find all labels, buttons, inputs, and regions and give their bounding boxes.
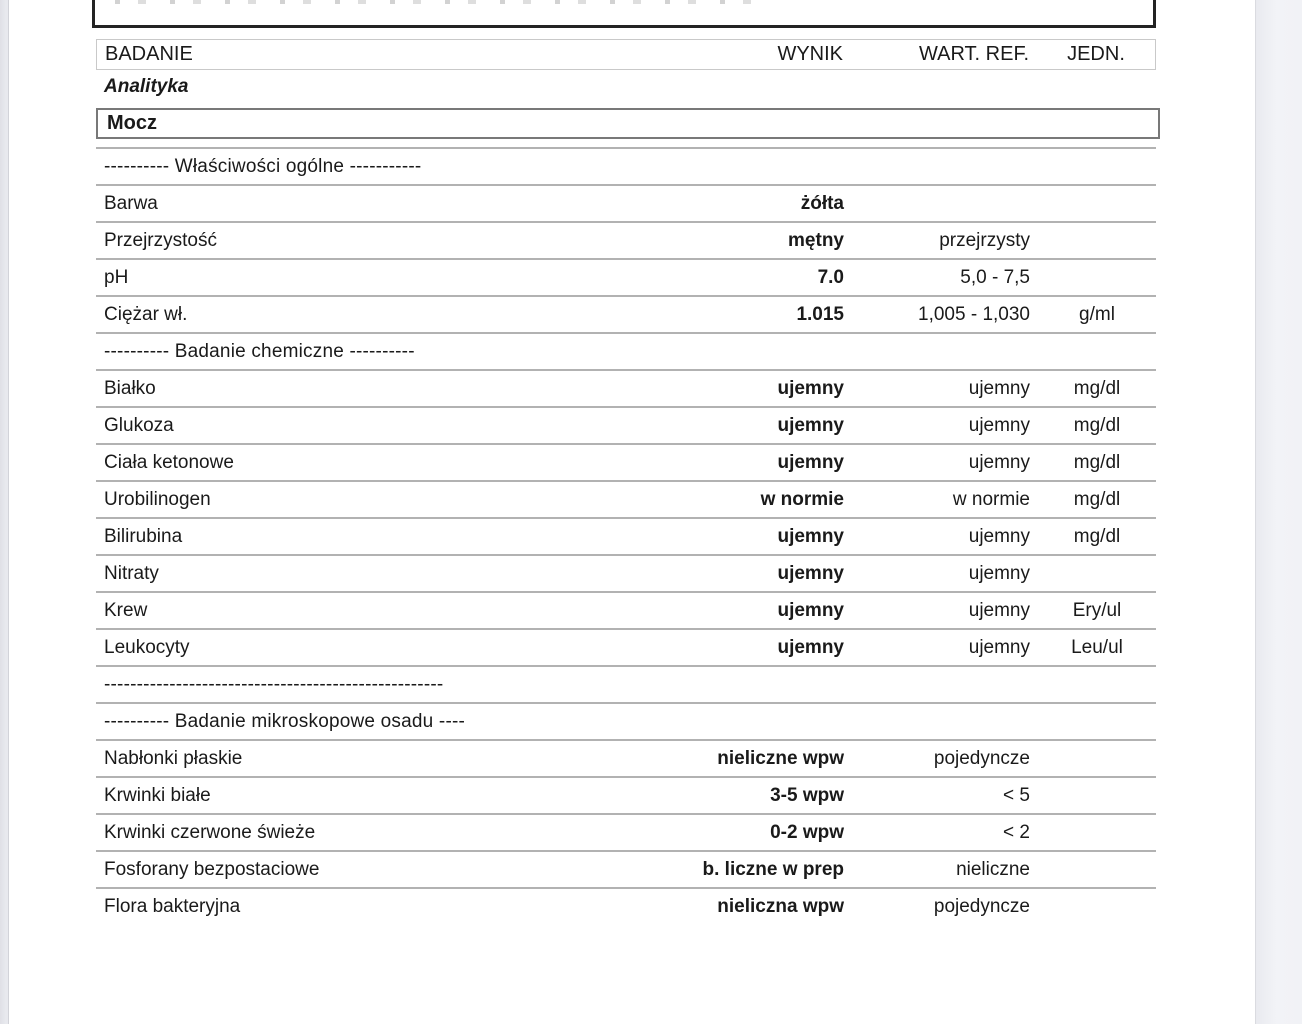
test-name: Bilirubina	[104, 525, 183, 547]
test-name: Barwa	[104, 192, 158, 214]
test-name: pH	[104, 266, 129, 288]
test-reference-value: ujemny	[968, 636, 1030, 658]
test-reference-value: ujemny	[968, 414, 1030, 436]
test-reference-value: nieliczne	[956, 858, 1030, 880]
test-unit: mg/dl	[1073, 488, 1121, 510]
clipped-text-remnant	[115, 0, 771, 4]
test-reference-value: < 2	[1003, 821, 1030, 843]
test-result-value: ujemny	[777, 414, 844, 436]
test-result-value: nieliczne wpw	[717, 747, 844, 769]
test-result-value: ujemny	[777, 377, 844, 399]
test-reference-value: przejrzysty	[939, 229, 1030, 251]
result-row	[96, 778, 1156, 815]
test-result-value: 0-2 wpw	[770, 821, 844, 843]
result-row	[96, 593, 1156, 630]
result-row	[96, 408, 1156, 445]
result-row	[96, 815, 1156, 852]
test-name: Fosforany bezpostaciowe	[104, 858, 320, 880]
test-result-value: ujemny	[777, 525, 844, 547]
test-result-value: 3-5 wpw	[770, 784, 844, 806]
test-reference-value: 1,005 - 1,030	[918, 303, 1030, 325]
test-name: Flora bakteryjna	[104, 895, 241, 917]
test-reference-value: < 5	[1003, 784, 1030, 806]
test-name: Krew	[104, 599, 148, 621]
test-name: Ciała ketonowe	[104, 451, 234, 473]
column-label-wynik: WYNIK	[777, 43, 843, 65]
test-name: Krwinki białe	[104, 784, 211, 806]
section-row	[96, 704, 1156, 741]
category-label: Analityka	[104, 76, 189, 97]
result-row	[96, 630, 1156, 667]
test-reference-value: ujemny	[968, 562, 1030, 584]
group-header-mocz	[96, 108, 1160, 139]
test-result-value: ujemny	[777, 562, 844, 584]
test-unit: mg/dl	[1073, 451, 1121, 473]
result-row	[96, 260, 1156, 297]
section-row	[96, 149, 1156, 186]
result-row	[96, 519, 1156, 556]
test-result-value: mętny	[788, 229, 844, 251]
test-name: Krwinki czerwone świeże	[104, 821, 316, 843]
test-name: Glukoza	[104, 414, 174, 436]
test-unit: Ery/ul	[1072, 599, 1122, 621]
section-row	[96, 667, 1156, 704]
test-result-value: nieliczna wpw	[717, 895, 844, 917]
section-row	[96, 334, 1156, 371]
test-reference-value: ujemny	[968, 451, 1030, 473]
result-row	[96, 741, 1156, 778]
test-name: Urobilinogen	[104, 488, 211, 510]
test-name: Ciężar wł.	[104, 303, 188, 325]
test-reference-value: 5,0 - 7,5	[960, 266, 1030, 288]
viewer-left-gutter	[0, 0, 9, 1024]
result-row	[96, 371, 1156, 408]
column-label-badanie: BADANIE	[105, 43, 193, 65]
result-row	[96, 186, 1156, 223]
section-label: ---------- Właściwości ogólne -----------	[104, 155, 422, 177]
test-reference-value: w normie	[952, 488, 1030, 510]
lab-report-page	[9, 0, 1256, 1024]
test-unit: mg/dl	[1073, 377, 1121, 399]
test-result-value: w normie	[760, 488, 844, 510]
test-unit: g/ml	[1079, 303, 1115, 325]
results-table	[96, 147, 1156, 924]
result-row	[96, 482, 1156, 519]
test-name: Leukocyty	[104, 636, 190, 658]
test-reference-value: ujemny	[968, 377, 1030, 399]
test-result-value: 7.0	[817, 266, 844, 288]
test-name: Białko	[104, 377, 156, 399]
test-result-value: ujemny	[777, 451, 844, 473]
result-row	[96, 297, 1156, 334]
section-label: ---------- Badanie mikroskopowe osadu ----	[104, 710, 466, 732]
test-result-value: b. liczne w prep	[702, 858, 844, 880]
group-header-label: Mocz	[107, 112, 157, 134]
test-result-value: ujemny	[777, 599, 844, 621]
table-column-header	[96, 39, 1156, 70]
scrollbar-track[interactable]	[1255, 0, 1302, 1024]
section-label: ---------- Badanie chemiczne ----------	[104, 340, 415, 362]
result-row	[96, 852, 1156, 889]
test-reference-value: ujemny	[968, 599, 1030, 621]
test-name: Przejrzystość	[104, 229, 217, 251]
test-result-value: żółta	[800, 192, 844, 214]
test-result-value: 1.015	[796, 303, 844, 325]
test-name: Nabłonki płaskie	[104, 747, 243, 769]
test-reference-value: pojedyncze	[933, 747, 1030, 769]
column-label-jedn: JEDN.	[1067, 43, 1125, 65]
test-result-value: ujemny	[777, 636, 844, 658]
result-row	[96, 889, 1156, 924]
test-unit: mg/dl	[1073, 525, 1121, 547]
test-reference-value: ujemny	[968, 525, 1030, 547]
result-row	[96, 556, 1156, 593]
test-unit: mg/dl	[1073, 414, 1121, 436]
test-reference-value: pojedyncze	[933, 895, 1030, 917]
test-name: Nitraty	[104, 562, 159, 584]
result-row	[96, 445, 1156, 482]
test-unit: Leu/ul	[1071, 636, 1123, 658]
patient-info-box	[92, 0, 1156, 28]
section-label: ----------------------------------------------------	[104, 673, 444, 695]
result-row	[96, 223, 1156, 260]
column-label-wart-ref: WART. REF.	[918, 43, 1029, 65]
